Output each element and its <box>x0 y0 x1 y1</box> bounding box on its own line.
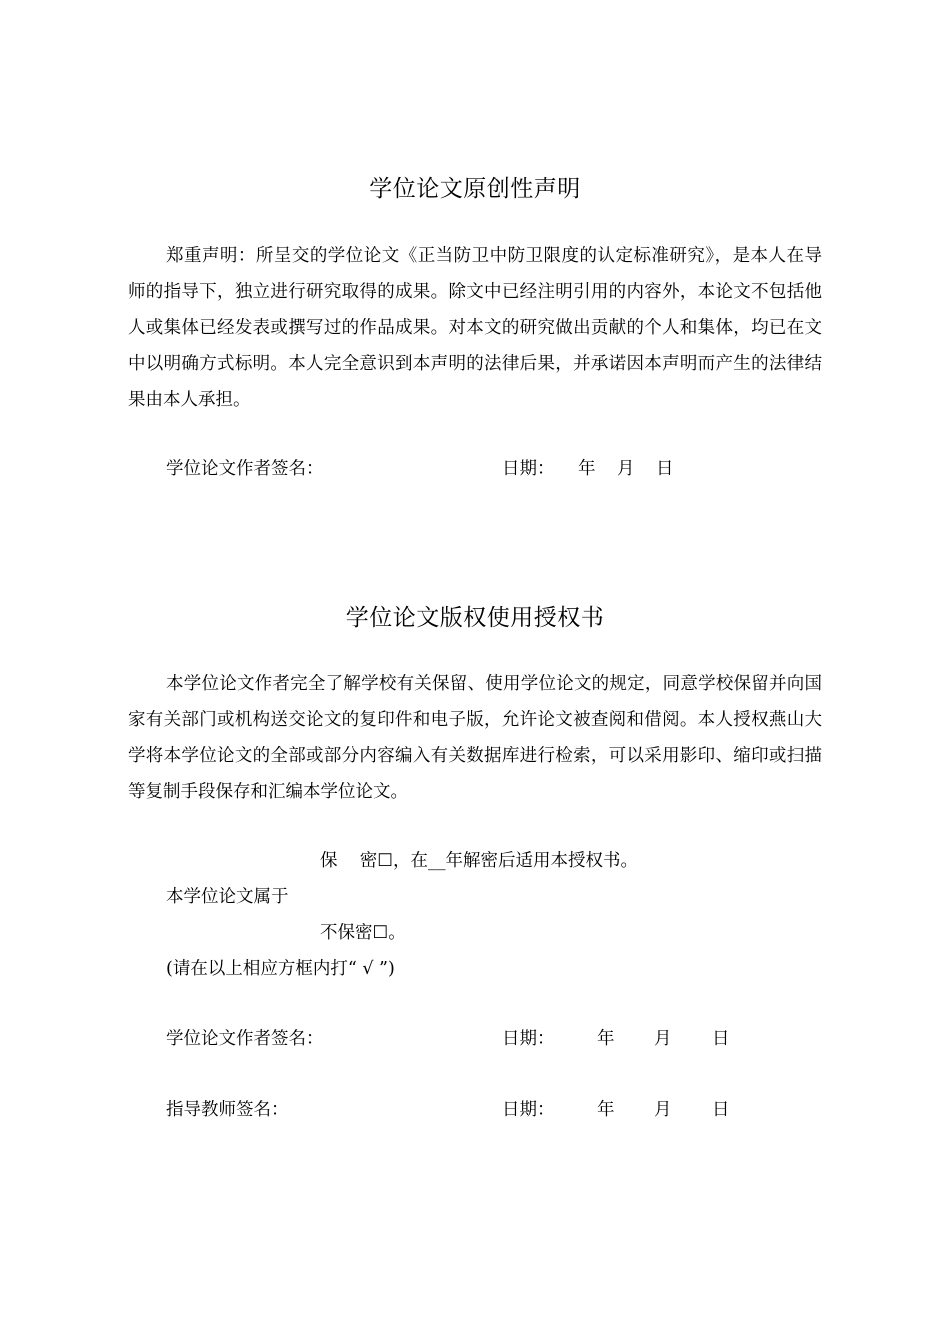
supervisor-day-label: 日 <box>712 1100 730 1120</box>
nonsecret-option: 不保密☐。 <box>320 923 406 943</box>
authorization-author-year-label: 年 <box>597 1029 615 1049</box>
originality-day-label: 日 <box>656 459 674 479</box>
authorization-author-day-label: 日 <box>712 1029 730 1049</box>
originality-year-label: 年 <box>578 459 596 479</box>
checkbox-instruction: (请在以上相应方框内打“ √ ”) <box>166 959 395 979</box>
secret-option: 保 密☐，在__年解密后适用本授权书。 <box>320 851 638 871</box>
originality-paragraph: 郑重声明：所呈交的学位论文《正当防卫中防卫限度的认定标准研究》，是本人在导师的指导下，独立进行研究取得的成果。除文中已经注明引用的内容外，本论文不包括他人或集体已经发表或撰写过的作品成果。对本文的研究做出贡献的个人和集体，均已在文中以明确方式标明。本人完全意识到本声明的法律后果，并承诺因本声明而产生的法律结果由本人承担。 <box>128 246 822 410</box>
supervisor-month-label: 月 <box>654 1100 672 1120</box>
authorization-paragraph: 本学位论文作者完全了解学校有关保留、使用学位论文的规定，同意学校保留并向国家有关部门或机构送交论文的复印件和电子版，允许论文被查阅和借阅。本人授权燕山大学将本学位论文的全部或部分内容编入有关数据库进行检索，可以采用影印、缩印或扫描等复制手段保存和汇编本学位论文。 <box>128 674 822 802</box>
authorization-author-month-label: 月 <box>654 1029 672 1049</box>
authorization-author-date-label: 日期： <box>502 1029 555 1049</box>
supervisor-sign-label: 指导教师签名： <box>166 1100 289 1120</box>
belongs-label: 本学位论文属于 <box>166 887 289 907</box>
originality-date-label: 日期： <box>502 459 555 479</box>
supervisor-date-label: 日期： <box>502 1100 555 1120</box>
authorization-title: 学位论文版权使用授权书 <box>345 605 605 631</box>
supervisor-year-label: 年 <box>597 1100 615 1120</box>
originality-title: 学位论文原创性声明 <box>369 176 581 202</box>
originality-author-sign-label: 学位论文作者签名： <box>166 459 324 479</box>
originality-month-label: 月 <box>617 459 635 479</box>
authorization-author-sign-label: 学位论文作者签名： <box>166 1029 324 1049</box>
